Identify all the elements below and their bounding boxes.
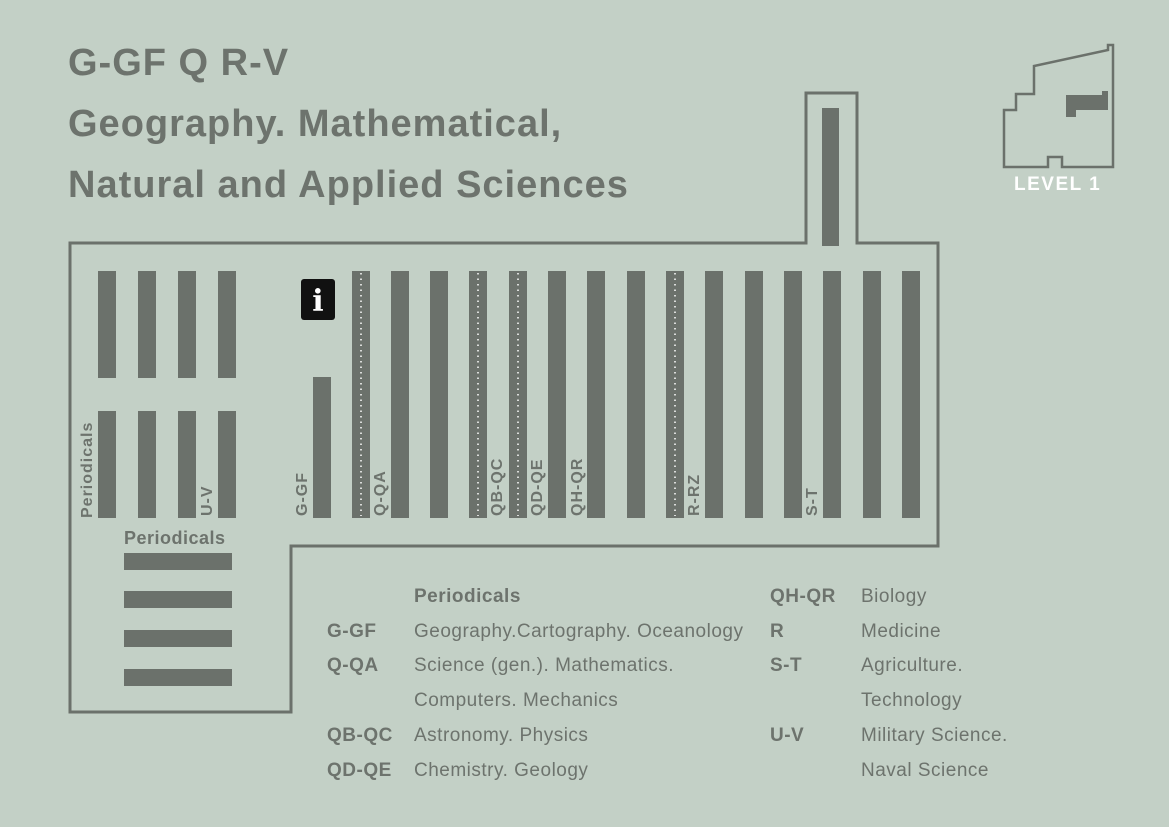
periodicals-shelf (124, 591, 232, 608)
label-qh-qr: QH-QR (569, 457, 586, 516)
label-qb-qc: QB-QC (489, 457, 506, 516)
shelf-tower (822, 108, 839, 246)
shelf (627, 271, 645, 518)
periodicals-shelf (124, 553, 232, 570)
label-s-t: S-T (804, 487, 821, 516)
legend-description: Computers. Mechanics (414, 690, 619, 711)
legend-description: Biology (861, 586, 927, 607)
label-periodicals-area: Periodicals (124, 528, 226, 548)
shelf (745, 271, 763, 518)
legend-code: Q-QA (327, 655, 379, 676)
legend-code: QH-QR (770, 586, 836, 607)
legend-description: Agriculture. (861, 655, 964, 676)
shelf (138, 271, 156, 378)
shelf (587, 271, 605, 518)
shelf (705, 271, 723, 518)
label-r-rz: R-RZ (686, 473, 703, 516)
title-call-numbers: G-GF Q R-V (68, 42, 290, 84)
legend-periodicals-heading: Periodicals (414, 586, 521, 607)
label-u-v: U-V (199, 485, 216, 516)
legend-code: QB-QC (327, 725, 393, 746)
information-icon[interactable] (301, 279, 335, 320)
legend-code: QD-QE (327, 760, 392, 781)
legend-code: G-GF (327, 621, 377, 642)
shelf (178, 271, 196, 378)
legend-description: Technology (861, 690, 963, 711)
shelf (313, 377, 331, 518)
shelf (548, 271, 566, 518)
shelf (178, 411, 196, 518)
shelf (784, 271, 802, 518)
floor-outline (70, 93, 938, 712)
shelf (98, 411, 116, 518)
shelf (902, 271, 920, 518)
legend-description: Medicine (861, 621, 942, 642)
title-subject-line-1: Geography. Mathematical, (68, 103, 563, 145)
shelf (218, 271, 236, 378)
level-label: LEVEL 1 (1014, 174, 1102, 195)
legend-description: Military Science. (861, 725, 1008, 746)
legend-description: Geography.Cartography. Oceanology (414, 621, 744, 642)
title-subject-line-2: Natural and Applied Sciences (68, 164, 629, 206)
periodicals-shelf (124, 669, 232, 686)
shelf (98, 271, 116, 378)
shelf (138, 411, 156, 518)
legend-description: Science (gen.). Mathematics. (414, 655, 675, 676)
svg-text:i: i (312, 284, 324, 319)
shelf (430, 271, 448, 518)
label-q-qa: Q-QA (372, 470, 389, 516)
label-g-gf: G-GF (294, 472, 311, 516)
label-qd-qe: QD-QE (529, 458, 546, 516)
legend-code: R (770, 621, 785, 642)
legend-description: Naval Science (861, 760, 989, 781)
legend-description: Chemistry. Geology (414, 760, 589, 781)
legend-code: S-T (770, 655, 803, 676)
periodicals-shelf (124, 630, 232, 647)
shelf (823, 271, 841, 518)
shelf (863, 271, 881, 518)
shelf (391, 271, 409, 518)
legend-description: Astronomy. Physics (414, 725, 589, 746)
building-outline-icon (1004, 45, 1113, 167)
legend-code: U-V (770, 725, 805, 746)
label-periodicals-vertical: Periodicals (79, 421, 96, 518)
shelf (218, 411, 236, 518)
